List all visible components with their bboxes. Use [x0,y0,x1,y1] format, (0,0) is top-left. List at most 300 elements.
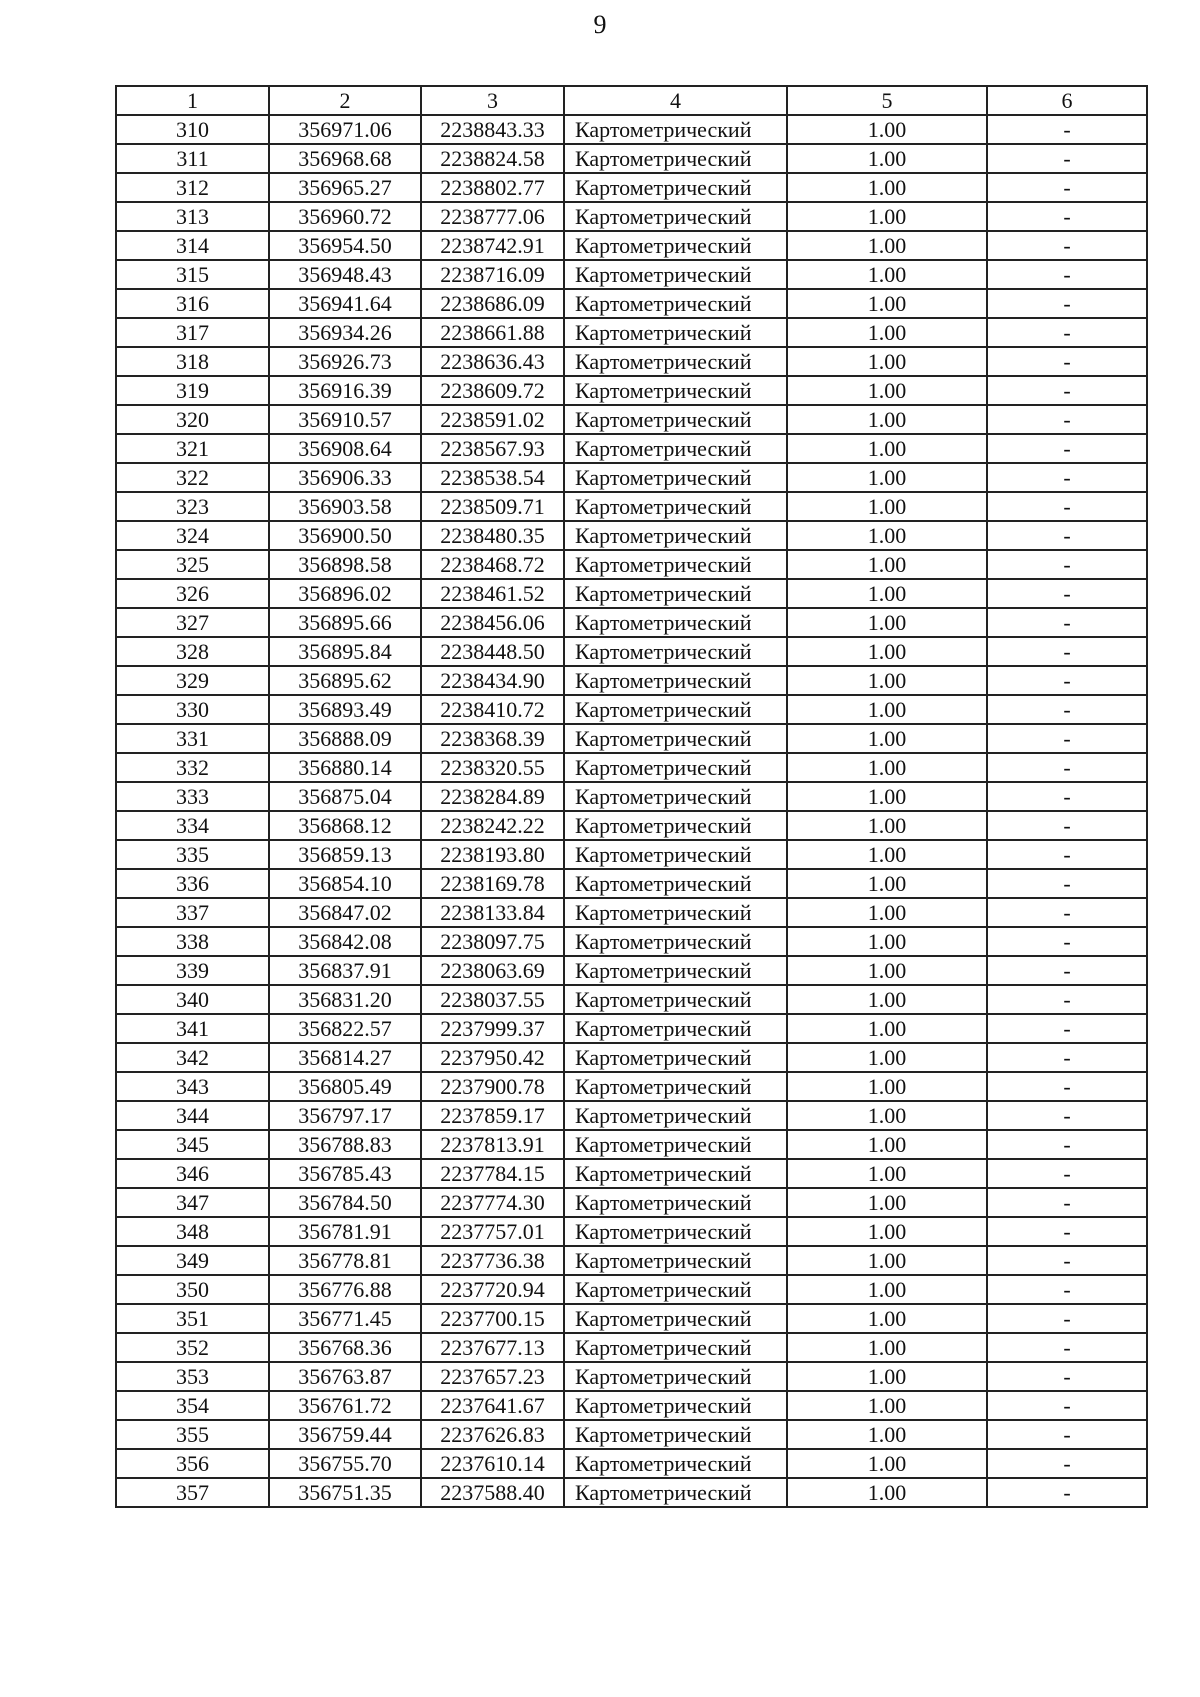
table-row [116,289,1147,318]
y-coordinate-cell: 2237720.94 [421,1275,564,1304]
accuracy-cell: 1.00 [787,463,987,492]
x-coordinate-cell: 356926.73 [269,347,421,376]
x-coordinate-cell: 356895.62 [269,666,421,695]
note-cell: - [987,1449,1147,1478]
accuracy-cell: 1.00 [787,347,987,376]
x-coordinate-cell: 356941.64 [269,289,421,318]
note-cell: - [987,1014,1147,1043]
method-cell: Картометрический [564,1275,787,1304]
method-cell: Картометрический [564,1043,787,1072]
accuracy-cell: 1.00 [787,1217,987,1246]
table-row [116,956,1147,985]
table-row [116,840,1147,869]
point-number-cell: 324 [116,521,269,550]
x-coordinate-cell: 356788.83 [269,1130,421,1159]
method-cell: Картометрический [564,1246,787,1275]
method-cell: Картометрический [564,1420,787,1449]
table-row [116,608,1147,637]
note-cell: - [987,579,1147,608]
y-coordinate-cell: 2237641.67 [421,1391,564,1420]
method-cell: Картометрический [564,289,787,318]
table-row [116,1304,1147,1333]
note-cell: - [987,1043,1147,1072]
accuracy-cell: 1.00 [787,550,987,579]
table-row [116,1275,1147,1304]
y-coordinate-cell: 2238716.09 [421,260,564,289]
point-number-cell: 313 [116,202,269,231]
method-cell: Картометрический [564,1478,787,1507]
table-row [116,1159,1147,1188]
x-coordinate-cell: 356778.81 [269,1246,421,1275]
note-cell: - [987,550,1147,579]
y-coordinate-cell: 2238480.35 [421,521,564,550]
y-coordinate-cell: 2237999.37 [421,1014,564,1043]
accuracy-cell: 1.00 [787,666,987,695]
table-row [116,1101,1147,1130]
table-row [116,1449,1147,1478]
accuracy-cell: 1.00 [787,811,987,840]
method-cell: Картометрический [564,376,787,405]
method-cell: Картометрический [564,695,787,724]
note-cell: - [987,376,1147,405]
point-number-cell: 321 [116,434,269,463]
x-coordinate-cell: 356896.02 [269,579,421,608]
y-coordinate-cell: 2238802.77 [421,173,564,202]
note-cell: - [987,1304,1147,1333]
y-coordinate-cell: 2238461.52 [421,579,564,608]
point-number-cell: 328 [116,637,269,666]
x-coordinate-cell: 356805.49 [269,1072,421,1101]
point-number-cell: 330 [116,695,269,724]
method-cell: Картометрический [564,782,787,811]
x-coordinate-cell: 356968.68 [269,144,421,173]
table-row [116,927,1147,956]
note-cell: - [987,115,1147,144]
note-cell: - [987,173,1147,202]
accuracy-cell: 1.00 [787,724,987,753]
point-number-cell: 340 [116,985,269,1014]
note-cell: - [987,1275,1147,1304]
note-cell: - [987,782,1147,811]
note-cell: - [987,1333,1147,1362]
column-header: 4 [564,86,787,115]
x-coordinate-cell: 356906.33 [269,463,421,492]
y-coordinate-cell: 2237950.42 [421,1043,564,1072]
note-cell: - [987,1072,1147,1101]
note-cell: - [987,1101,1147,1130]
note-cell: - [987,1362,1147,1391]
note-cell: - [987,753,1147,782]
x-coordinate-cell: 356776.88 [269,1275,421,1304]
method-cell: Картометрический [564,927,787,956]
point-number-cell: 329 [116,666,269,695]
coordinates-table [115,85,1148,1508]
accuracy-cell: 1.00 [787,1275,987,1304]
accuracy-cell: 1.00 [787,1362,987,1391]
note-cell: - [987,318,1147,347]
point-number-cell: 322 [116,463,269,492]
x-coordinate-cell: 356954.50 [269,231,421,260]
x-coordinate-cell: 356903.58 [269,492,421,521]
table-row [116,405,1147,434]
y-coordinate-cell: 2237813.91 [421,1130,564,1159]
y-coordinate-cell: 2238468.72 [421,550,564,579]
accuracy-cell: 1.00 [787,1101,987,1130]
method-cell: Картометрический [564,202,787,231]
x-coordinate-cell: 356837.91 [269,956,421,985]
note-cell: - [987,840,1147,869]
y-coordinate-cell: 2238368.39 [421,724,564,753]
y-coordinate-cell: 2238567.93 [421,434,564,463]
accuracy-cell: 1.00 [787,405,987,434]
accuracy-cell: 1.00 [787,1159,987,1188]
table-row [116,318,1147,347]
accuracy-cell: 1.00 [787,1014,987,1043]
note-cell: - [987,289,1147,318]
y-coordinate-cell: 2238169.78 [421,869,564,898]
x-coordinate-cell: 356910.57 [269,405,421,434]
accuracy-cell: 1.00 [787,492,987,521]
y-coordinate-cell: 2237588.40 [421,1478,564,1507]
accuracy-cell: 1.00 [787,985,987,1014]
y-coordinate-cell: 2238742.91 [421,231,564,260]
accuracy-cell: 1.00 [787,927,987,956]
table-row [116,521,1147,550]
y-coordinate-cell: 2238097.75 [421,927,564,956]
point-number-cell: 341 [116,1014,269,1043]
y-coordinate-cell: 2238320.55 [421,753,564,782]
accuracy-cell: 1.00 [787,1333,987,1362]
point-number-cell: 336 [116,869,269,898]
y-coordinate-cell: 2238538.54 [421,463,564,492]
x-coordinate-cell: 356880.14 [269,753,421,782]
x-coordinate-cell: 356755.70 [269,1449,421,1478]
accuracy-cell: 1.00 [787,434,987,463]
method-cell: Картометрический [564,666,787,695]
note-cell: - [987,1246,1147,1275]
y-coordinate-cell: 2237859.17 [421,1101,564,1130]
x-coordinate-cell: 356916.39 [269,376,421,405]
x-coordinate-cell: 356908.64 [269,434,421,463]
method-cell: Картометрический [564,260,787,289]
table-row [116,1130,1147,1159]
table-row [116,173,1147,202]
x-coordinate-cell: 356831.20 [269,985,421,1014]
accuracy-cell: 1.00 [787,202,987,231]
accuracy-cell: 1.00 [787,1420,987,1449]
accuracy-cell: 1.00 [787,231,987,260]
y-coordinate-cell: 2237626.83 [421,1420,564,1449]
method-cell: Картометрический [564,1304,787,1333]
note-cell: - [987,811,1147,840]
note-cell: - [987,492,1147,521]
x-coordinate-cell: 356814.27 [269,1043,421,1072]
x-coordinate-cell: 356847.02 [269,898,421,927]
point-number-cell: 317 [116,318,269,347]
point-number-cell: 316 [116,289,269,318]
point-number-cell: 327 [116,608,269,637]
method-cell: Картометрический [564,463,787,492]
point-number-cell: 331 [116,724,269,753]
table-row [116,869,1147,898]
note-cell: - [987,144,1147,173]
note-cell: - [987,1188,1147,1217]
table-row [116,985,1147,1014]
method-cell: Картометрический [564,434,787,463]
point-number-cell: 342 [116,1043,269,1072]
y-coordinate-cell: 2238193.80 [421,840,564,869]
point-number-cell: 348 [116,1217,269,1246]
method-cell: Картометрический [564,608,787,637]
accuracy-cell: 1.00 [787,782,987,811]
y-coordinate-cell: 2237610.14 [421,1449,564,1478]
y-coordinate-cell: 2237784.15 [421,1159,564,1188]
table-row [116,1043,1147,1072]
accuracy-cell: 1.00 [787,173,987,202]
note-cell: - [987,260,1147,289]
method-cell: Картометрический [564,318,787,347]
x-coordinate-cell: 356934.26 [269,318,421,347]
table-row [116,550,1147,579]
page-number: 9 [593,10,607,39]
note-cell: - [987,1159,1147,1188]
x-coordinate-cell: 356893.49 [269,695,421,724]
x-coordinate-cell: 356763.87 [269,1362,421,1391]
y-coordinate-cell: 2238448.50 [421,637,564,666]
accuracy-cell: 1.00 [787,1130,987,1159]
table-row [116,463,1147,492]
table-row [116,1362,1147,1391]
y-coordinate-cell: 2238609.72 [421,376,564,405]
y-coordinate-cell: 2237700.15 [421,1304,564,1333]
x-coordinate-cell: 356875.04 [269,782,421,811]
table-row [116,202,1147,231]
x-coordinate-cell: 356784.50 [269,1188,421,1217]
y-coordinate-cell: 2237677.13 [421,1333,564,1362]
method-cell: Картометрический [564,724,787,753]
point-number-cell: 326 [116,579,269,608]
x-coordinate-cell: 356900.50 [269,521,421,550]
note-cell: - [987,231,1147,260]
accuracy-cell: 1.00 [787,1449,987,1478]
table-header [116,86,1147,115]
accuracy-cell: 1.00 [787,956,987,985]
column-header: 1 [116,86,269,115]
accuracy-cell: 1.00 [787,869,987,898]
method-cell: Картометрический [564,1101,787,1130]
table-row [116,1391,1147,1420]
point-number-cell: 350 [116,1275,269,1304]
accuracy-cell: 1.00 [787,695,987,724]
method-cell: Картометрический [564,1014,787,1043]
column-header: 5 [787,86,987,115]
y-coordinate-cell: 2238591.02 [421,405,564,434]
method-cell: Картометрический [564,1188,787,1217]
method-cell: Картометрический [564,115,787,144]
y-coordinate-cell: 2238037.55 [421,985,564,1014]
method-cell: Картометрический [564,637,787,666]
y-coordinate-cell: 2238686.09 [421,289,564,318]
x-coordinate-cell: 356960.72 [269,202,421,231]
x-coordinate-cell: 356771.45 [269,1304,421,1333]
accuracy-cell: 1.00 [787,637,987,666]
point-number-cell: 320 [116,405,269,434]
point-number-cell: 335 [116,840,269,869]
method-cell: Картометрический [564,898,787,927]
note-cell: - [987,1420,1147,1449]
table-row [116,695,1147,724]
table-row [116,1217,1147,1246]
method-cell: Картометрический [564,1130,787,1159]
point-number-cell: 333 [116,782,269,811]
y-coordinate-cell: 2238410.72 [421,695,564,724]
y-coordinate-cell: 2238284.89 [421,782,564,811]
point-number-cell: 356 [116,1449,269,1478]
note-cell: - [987,637,1147,666]
x-coordinate-cell: 356895.66 [269,608,421,637]
x-coordinate-cell: 356797.17 [269,1101,421,1130]
table-row [116,260,1147,289]
method-cell: Картометрический [564,869,787,898]
method-cell: Картометрический [564,521,787,550]
table-row [116,492,1147,521]
y-coordinate-cell: 2238434.90 [421,666,564,695]
point-number-cell: 323 [116,492,269,521]
method-cell: Картометрический [564,985,787,1014]
note-cell: - [987,1217,1147,1246]
note-cell: - [987,1391,1147,1420]
table-row [116,115,1147,144]
table-row [116,1246,1147,1275]
y-coordinate-cell: 2238242.22 [421,811,564,840]
point-number-cell: 339 [116,956,269,985]
table-row [116,434,1147,463]
column-header: 6 [987,86,1147,115]
accuracy-cell: 1.00 [787,260,987,289]
accuracy-cell: 1.00 [787,115,987,144]
y-coordinate-cell: 2238509.71 [421,492,564,521]
y-coordinate-cell: 2238456.06 [421,608,564,637]
accuracy-cell: 1.00 [787,1246,987,1275]
y-coordinate-cell: 2238777.06 [421,202,564,231]
point-number-cell: 351 [116,1304,269,1333]
accuracy-cell: 1.00 [787,608,987,637]
x-coordinate-cell: 356781.91 [269,1217,421,1246]
x-coordinate-cell: 356759.44 [269,1420,421,1449]
note-cell: - [987,985,1147,1014]
note-cell: - [987,202,1147,231]
accuracy-cell: 1.00 [787,1391,987,1420]
note-cell: - [987,608,1147,637]
accuracy-cell: 1.00 [787,376,987,405]
method-cell: Картометрический [564,231,787,260]
method-cell: Картометрический [564,1072,787,1101]
accuracy-cell: 1.00 [787,898,987,927]
method-cell: Картометрический [564,579,787,608]
x-coordinate-cell: 356898.58 [269,550,421,579]
x-coordinate-cell: 356842.08 [269,927,421,956]
table-row [116,1478,1147,1507]
table-row [116,1072,1147,1101]
x-coordinate-cell: 356768.36 [269,1333,421,1362]
accuracy-cell: 1.00 [787,1304,987,1333]
point-number-cell: 319 [116,376,269,405]
x-coordinate-cell: 356822.57 [269,1014,421,1043]
point-number-cell: 315 [116,260,269,289]
method-cell: Картометрический [564,550,787,579]
method-cell: Картометрический [564,1159,787,1188]
table-row [116,753,1147,782]
point-number-cell: 353 [116,1362,269,1391]
table-row [116,898,1147,927]
note-cell: - [987,405,1147,434]
accuracy-cell: 1.00 [787,1072,987,1101]
table-row [116,1014,1147,1043]
x-coordinate-cell: 356854.10 [269,869,421,898]
x-coordinate-cell: 356948.43 [269,260,421,289]
y-coordinate-cell: 2238133.84 [421,898,564,927]
accuracy-cell: 1.00 [787,753,987,782]
column-header: 2 [269,86,421,115]
point-number-cell: 310 [116,115,269,144]
method-cell: Картометрический [564,144,787,173]
table-row [116,1333,1147,1362]
point-number-cell: 325 [116,550,269,579]
point-number-cell: 354 [116,1391,269,1420]
point-number-cell: 343 [116,1072,269,1101]
accuracy-cell: 1.00 [787,289,987,318]
y-coordinate-cell: 2237900.78 [421,1072,564,1101]
accuracy-cell: 1.00 [787,1043,987,1072]
table-row [116,811,1147,840]
note-cell: - [987,434,1147,463]
point-number-cell: 312 [116,173,269,202]
point-number-cell: 346 [116,1159,269,1188]
point-number-cell: 352 [116,1333,269,1362]
accuracy-cell: 1.00 [787,318,987,347]
point-number-cell: 334 [116,811,269,840]
y-coordinate-cell: 2237736.38 [421,1246,564,1275]
x-coordinate-cell: 356785.43 [269,1159,421,1188]
point-number-cell: 311 [116,144,269,173]
note-cell: - [987,927,1147,956]
point-number-cell: 318 [116,347,269,376]
y-coordinate-cell: 2238636.43 [421,347,564,376]
point-number-cell: 345 [116,1130,269,1159]
method-cell: Картометрический [564,1362,787,1391]
table-row [116,144,1147,173]
method-cell: Картометрический [564,956,787,985]
method-cell: Картометрический [564,347,787,376]
header-row [116,86,1147,115]
note-cell: - [987,1130,1147,1159]
y-coordinate-cell: 2238843.33 [421,115,564,144]
y-coordinate-cell: 2238661.88 [421,318,564,347]
table-row [116,637,1147,666]
note-cell: - [987,869,1147,898]
table-row [116,1420,1147,1449]
accuracy-cell: 1.00 [787,1478,987,1507]
table-row [116,347,1147,376]
table-row [116,231,1147,260]
table-row [116,1188,1147,1217]
method-cell: Картометрический [564,811,787,840]
method-cell: Картометрический [564,1333,787,1362]
y-coordinate-cell: 2237774.30 [421,1188,564,1217]
accuracy-cell: 1.00 [787,1188,987,1217]
method-cell: Картометрический [564,753,787,782]
note-cell: - [987,956,1147,985]
